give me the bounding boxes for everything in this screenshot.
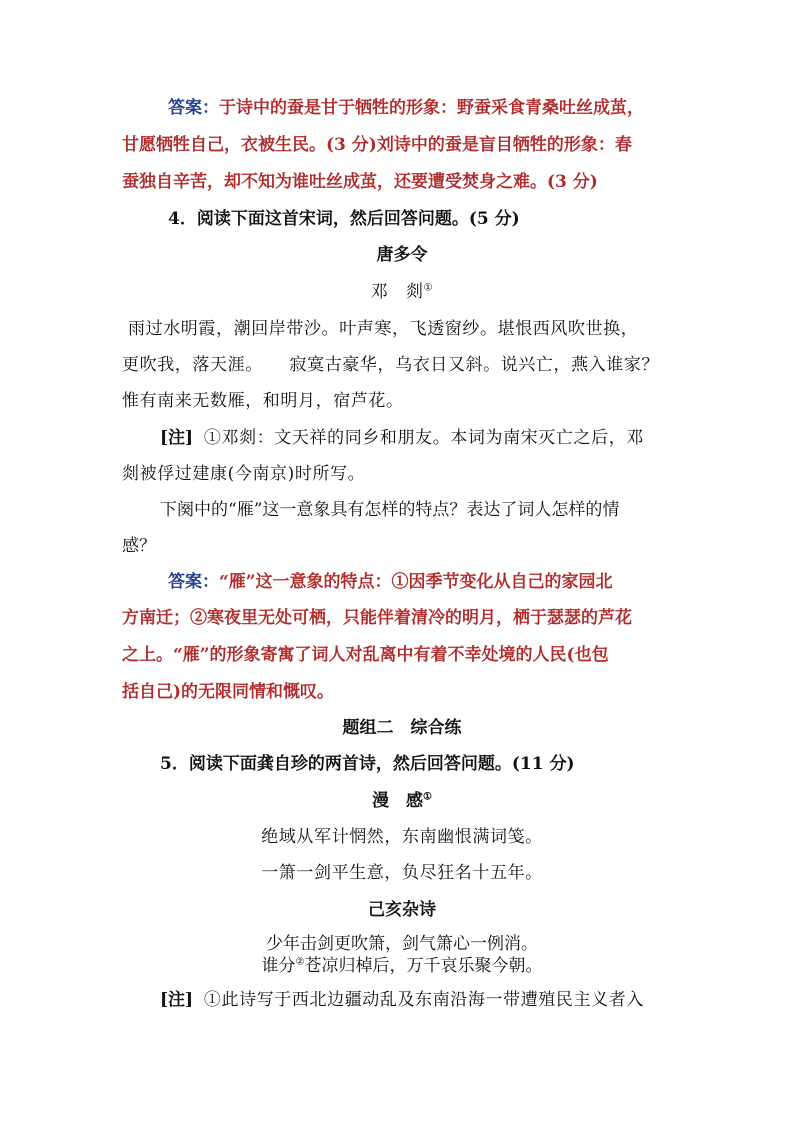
poem-line-1: 雨过水明霞，潮回岸带沙。叶声寒，飞透窗纱。堪恨西风吹世换， bbox=[128, 319, 639, 339]
q4-answer-line-2: 方南迁；②寒夜里无处可栖，只能伴着清冷的明月，栖于瑟瑟的芦花 bbox=[122, 608, 632, 628]
note-label: [注] bbox=[160, 428, 194, 448]
answer-text: “雁”这一意象的特点：①因季节变化从自己的家园北 bbox=[219, 572, 613, 592]
jihai-line-2-start: 谁分 bbox=[261, 956, 296, 976]
poem-title-tangduoling: 唐多令 bbox=[376, 245, 428, 265]
poem-title-text: 漫 感 bbox=[372, 791, 424, 811]
q5-note-line-1 bbox=[160, 988, 684, 1012]
section-heading: 题组二 综合练 bbox=[342, 718, 462, 738]
q3-answer-line-2: 甘愿牺牲自己，衣被生民。(3 分)刘诗中的蚕是盲目牺牲的形象：春 bbox=[122, 135, 632, 155]
footnote-mark: ② bbox=[295, 956, 305, 968]
note-text: ①此诗写于西北边疆动乱及东南沿海一带遭殖民主义者入 bbox=[203, 990, 644, 1010]
jihai-line-2 bbox=[122, 954, 682, 978]
footnote-mark: ① bbox=[423, 791, 432, 803]
q4-answer-line-1 bbox=[168, 570, 684, 594]
answer-text: 于诗中的蚕是甘于牺牲的形象：野蚕采食青桑吐丝成茧， bbox=[219, 98, 644, 118]
note-label: [注] bbox=[160, 990, 194, 1010]
poem-title-jihai: 己亥杂诗 bbox=[368, 900, 436, 920]
q4-note-line-1 bbox=[160, 426, 684, 450]
footnote-mark: ① bbox=[423, 282, 434, 294]
poem-author bbox=[122, 280, 682, 304]
poem-title-mangan bbox=[122, 789, 682, 813]
jihai-line-1: 少年击剑更吹箫，剑气箫心一例消。 bbox=[266, 934, 538, 954]
poem-line-3: 惟有南来无数雁，和明月，宿芦花。 bbox=[122, 391, 404, 411]
q4-answer-line-4: 括自己)的无限同情和慨叹。 bbox=[122, 682, 335, 702]
q4-note-line-2: 剡被俘过建康(今南京)时所写。 bbox=[122, 464, 366, 484]
mangan-line-2: 一箫一剑平生意，负尽狂名十五年。 bbox=[261, 863, 543, 883]
jihai-line-2-end: 苍凉归棹后，万千哀乐聚今朝。 bbox=[304, 956, 543, 976]
q4-question-line-2: 感？ bbox=[122, 536, 156, 556]
note-text: ①邓剡：文天祥的同乡和朋友。本词为南宋灭亡之后，邓 bbox=[203, 428, 644, 448]
mangan-line-1: 绝域从军计惘然，东南幽恨满词笺。 bbox=[261, 827, 543, 847]
author-name: 邓 剡 bbox=[370, 282, 424, 302]
answer-label: 答案： bbox=[168, 572, 219, 592]
poem-line-2: 更吹我，落天涯。 寂寞古豪华，乌衣日又斜。说兴亡，燕入谁家？ bbox=[122, 355, 660, 375]
q3-answer-line-1 bbox=[168, 96, 684, 120]
q4-answer-line-3: 之上。“雁”的形象寄寓了词人对乱离中有着不幸处境的人民(也包 bbox=[122, 645, 609, 665]
q5-prompt: 5．阅读下面龚自珍的两首诗，然后回答问题。(11 分) bbox=[160, 754, 575, 774]
q4-question-line-1: 下阕中的“雁”这一意象具有怎样的特点？表达了词人怎样的情 bbox=[160, 500, 620, 520]
q4-prompt: 4．阅读下面这首宋词，然后回答问题。(5 分) bbox=[168, 209, 520, 229]
q3-answer-line-3: 蚕独自辛苦，却不知为谁吐丝成茧，还要遭受焚身之难。(3 分) bbox=[122, 172, 598, 192]
answer-label: 答案： bbox=[168, 98, 219, 118]
